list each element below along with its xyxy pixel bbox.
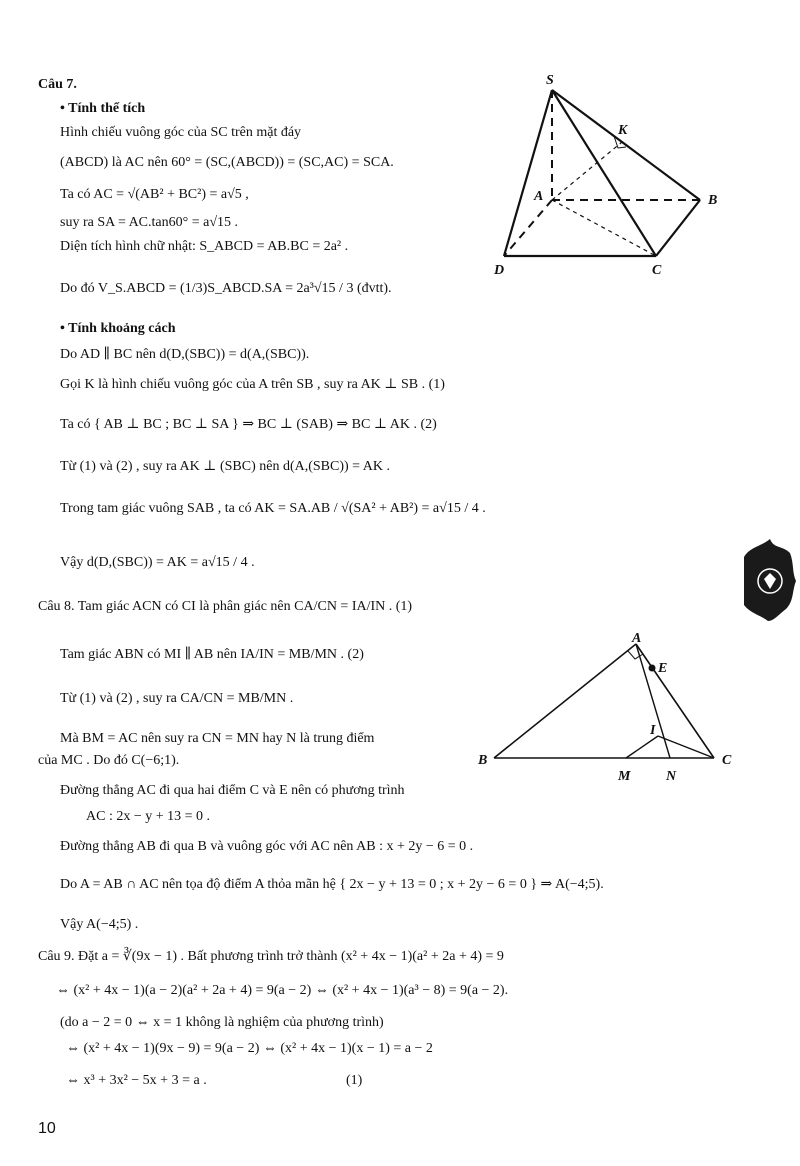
pyramid-figure	[488, 70, 728, 280]
cau9-line-4: ⇔ (x² + 4x − 1)(9x − 9) = 9(a − 2) ⇔ (x² + 4x − 1)(x − 1) = a − 2	[66, 1041, 433, 1056]
cau7-title: Câu 7.	[38, 77, 77, 92]
label-E: E	[658, 661, 668, 676]
cau9-line-1: Câu 9. Đặt a = ∛(9x − 1) . Bất phương trình trở thành (x² + 4x − 1)(a² + 2a + 4) = 9	[38, 949, 504, 964]
cau8-line-10: Vậy A(−4;5) .	[60, 917, 139, 932]
cau8-line-1: Câu 8. Tam giác ACN có CI là phân giác nên CA/CN = IA/IN . (1)	[38, 599, 413, 614]
cau7-line-3: Ta có AC = √(AB² + BC²) = a√5 ,	[60, 187, 249, 202]
cau7-line-12: Vậy d(D,(SBC)) = AK = a√15 / 4 .	[60, 555, 255, 570]
edge-SB	[552, 90, 700, 200]
cau9-line-3: (do a − 2 = 0 ⇔ x = 1 không là nghiệm của phương trình)	[60, 1015, 384, 1030]
cau8-line-4: Mà BM = AC nên suy ra CN = MN hay N là trung điểm	[60, 731, 375, 746]
cau8-line-9: Do A = AB ∩ AC nên tọa độ điểm A thỏa mãn hệ { 2x − y + 13 = 0 ; x + 2y − 6 = 0 } ⇒ A(−4;5).	[60, 877, 604, 892]
cau7-line-1: Hình chiếu vuông góc của SC trên mặt đáy	[60, 125, 302, 140]
label-B: B	[478, 753, 488, 768]
cau8-line-5: của MC . Do đó C(−6;1).	[38, 753, 180, 768]
cau8-line-2: Tam giác ABN có MI ∥ AB nên IA/IN = MB/MN . (2)	[60, 647, 364, 662]
cau7-line-5: Diện tích hình chữ nhật: S_ABCD = AB.BC = 2a² .	[60, 239, 349, 254]
point-E	[649, 665, 656, 672]
cau7-line-8: Gọi K là hình chiếu vuông góc của A trên SB , suy ra AK ⊥ SB . (1)	[60, 377, 445, 392]
label-K: K	[618, 123, 628, 138]
side-AC	[636, 644, 714, 758]
label-A: A	[534, 189, 544, 204]
cau7-line-9: Ta có { AB ⊥ BC ; BC ⊥ SA } ⇒ BC ⊥ (SAB) ⇒ BC ⊥ AK . (2)	[60, 417, 437, 432]
cau8-line-3: Từ (1) và (2) , suy ra CA/CN = MB/MN .	[60, 691, 294, 706]
label-C: C	[722, 753, 732, 768]
label-A: A	[632, 631, 642, 646]
cau9-line-5-tag: (1)	[346, 1073, 363, 1088]
cau9-line-2: ⇔ (x² + 4x − 1)(a − 2)(a² + 2a + 4) = 9(a − 2) ⇔ (x² + 4x − 1)(a³ − 8) = 9(a − 2).	[56, 983, 509, 998]
label-N: N	[666, 769, 677, 784]
edge-CB	[656, 200, 700, 256]
segment-MI	[626, 736, 658, 758]
label-D: D	[494, 263, 505, 278]
triangle-figure	[474, 628, 744, 784]
cau9-line-5: ⇔ x³ + 3x² − 5x + 3 = a .	[66, 1073, 207, 1088]
cau7-line-6: Do đó V_S.ABCD = (1/3)S_ABCD.SA = 2a³√15 / 3 (đvtt).	[60, 281, 392, 296]
edge-AK	[552, 142, 622, 200]
label-S: S	[546, 73, 554, 88]
cau8-line-6: Đường thẳng AC đi qua hai điểm C và E nên có phương trình	[60, 783, 405, 798]
cau7-heading-volume: • Tính thể tích	[60, 101, 146, 116]
label-B: B	[708, 193, 718, 208]
label-I: I	[650, 723, 656, 738]
label-C: C	[652, 263, 662, 278]
edge-AC	[552, 200, 656, 256]
label-M: M	[618, 769, 631, 784]
cau8-line-8: Đường thẳng AB đi qua B và vuông góc với AC nên AB : x + 2y − 6 = 0 .	[60, 839, 474, 854]
cau7-line-7: Do AD ∥ BC nên d(D,(SBC)) = d(A,(SBC)).	[60, 347, 310, 362]
edge-SD	[504, 90, 552, 256]
edge-SC	[552, 90, 656, 256]
cau7-line-4: suy ra SA = AC.tan60° = a√15 .	[60, 215, 239, 230]
cau8-line-7: AC : 2x − y + 13 = 0 .	[86, 809, 211, 824]
side-BA	[494, 644, 636, 758]
side-tab-decoration	[740, 535, 800, 625]
page-number: 10	[38, 1120, 56, 1137]
cau7-line-2: (ABCD) là AC nên 60° = (SC,(ABCD)) = (SC,AC) = SCA.	[60, 155, 394, 170]
cau7-heading-distance: • Tính khoảng cách	[60, 321, 176, 336]
cau7-line-11: Trong tam giác vuông SAB , ta có AK = SA.AB / √(SA² + AB²) = a√15 / 4 .	[60, 501, 486, 516]
cau7-line-10: Từ (1) và (2) , suy ra AK ⊥ (SBC) nên d(A,(SBC)) = AK .	[60, 459, 391, 474]
